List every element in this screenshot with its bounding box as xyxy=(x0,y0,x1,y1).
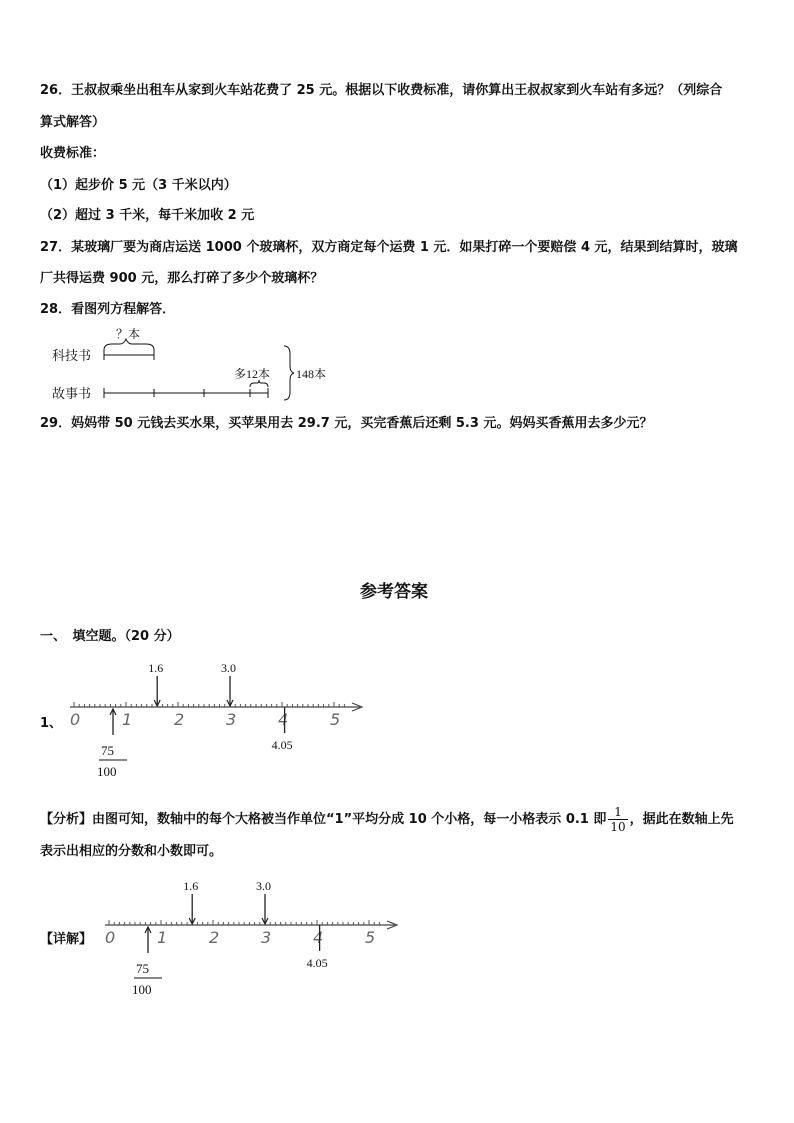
tick-label: 2 xyxy=(174,710,185,729)
analysis-frac-num: 1 xyxy=(608,805,627,820)
answers-title: 参考答案 xyxy=(360,582,428,602)
above-mark-label: 1.6 xyxy=(148,661,164,675)
tick-label: 5 xyxy=(330,710,341,729)
answers-section1: 一、 填空题。（20 分） xyxy=(40,629,180,644)
analysis-line2: 表示出相应的分数和小数即可。 xyxy=(40,844,223,859)
q28-line1: 28．看图列方程解答． xyxy=(40,302,176,317)
fraction-denominator: 100 xyxy=(132,982,152,997)
fraction-numerator: 75 xyxy=(136,961,149,976)
q26-line2: 算式解答） xyxy=(40,115,106,130)
q28-more-label: 多12本 xyxy=(234,367,271,381)
tick-label: 5 xyxy=(365,928,376,947)
tick-label: 1 xyxy=(157,928,168,947)
q28-total-label: 148本 xyxy=(296,367,327,381)
analysis-text2: ，据此在数轴上先 xyxy=(629,812,734,827)
detail-label: 【详解】 xyxy=(40,932,93,947)
below-mark-label: 4.05 xyxy=(271,738,293,752)
q28-segment-diagram xyxy=(40,328,360,406)
tick-label: 4 xyxy=(278,710,289,729)
tick-label: 3 xyxy=(226,710,237,729)
q26-line1: 26．王叔叔乘坐出租车从家到火车站花费了 25 元。根据以下收费标准，请你算出王叔叔家到火车站有多远？（列综合 xyxy=(40,83,723,98)
q28-more-brace xyxy=(250,380,268,387)
answer-number-line xyxy=(60,660,380,785)
analysis-line1 xyxy=(40,805,734,834)
fraction-numerator: 75 xyxy=(101,743,114,758)
tick-label: 0 xyxy=(105,928,116,947)
q26-rule1: （1）起步价 5 元（3 千米以内） xyxy=(40,178,237,193)
above-mark-label: 1.6 xyxy=(183,879,199,893)
below-mark-label: 4.05 xyxy=(306,956,328,970)
q26-fee-heading: 收费标准： xyxy=(40,146,106,161)
tick-label: 1 xyxy=(122,710,133,729)
above-mark-label: 3.0 xyxy=(256,879,271,893)
q28-total-brace xyxy=(284,346,294,400)
q29-line1: 29．妈妈带 50 元钱去买水果，买苹果用去 29.7 元，买完香蕉后还剩 5.3 元。妈妈买香蕉用去多少元？ xyxy=(40,416,653,431)
tick-label: 0 xyxy=(70,710,81,729)
q27-line2: 厂共得运费 900 元，那么打碎了多少个玻璃杯？ xyxy=(40,271,324,286)
analysis-label: 【分析】 xyxy=(40,812,93,827)
tick-label: 2 xyxy=(209,928,220,947)
analysis-text1: 由图可知，数轴中的每个大格被当作单位“1”平均分成 10 个小格，每一小格表示 0.1 即 xyxy=(92,812,607,827)
q28-row1-label: 科技书 xyxy=(52,348,92,363)
q28-row2-label: 故事书 xyxy=(52,386,92,401)
q26-rule2: （2）超过 3 千米，每千米加收 2 元 xyxy=(40,208,255,223)
fraction-denominator: 100 xyxy=(97,764,117,779)
analysis-frac-den: 10 xyxy=(610,820,626,834)
detail-number-line xyxy=(95,878,415,1003)
q27-line1: 27．某玻璃厂要为商店运送 1000 个玻璃杯，双方商定每个运费 1 元．如果打碎一个要赔偿 4 元，结果到结算时，玻璃 xyxy=(40,240,738,255)
answer-item1-label: 1、 xyxy=(40,716,63,731)
tick-label: 3 xyxy=(261,928,272,947)
q28-unknown-label: ？本 xyxy=(116,328,141,341)
tick-label: 4 xyxy=(313,928,324,947)
above-mark-label: 3.0 xyxy=(221,661,236,675)
